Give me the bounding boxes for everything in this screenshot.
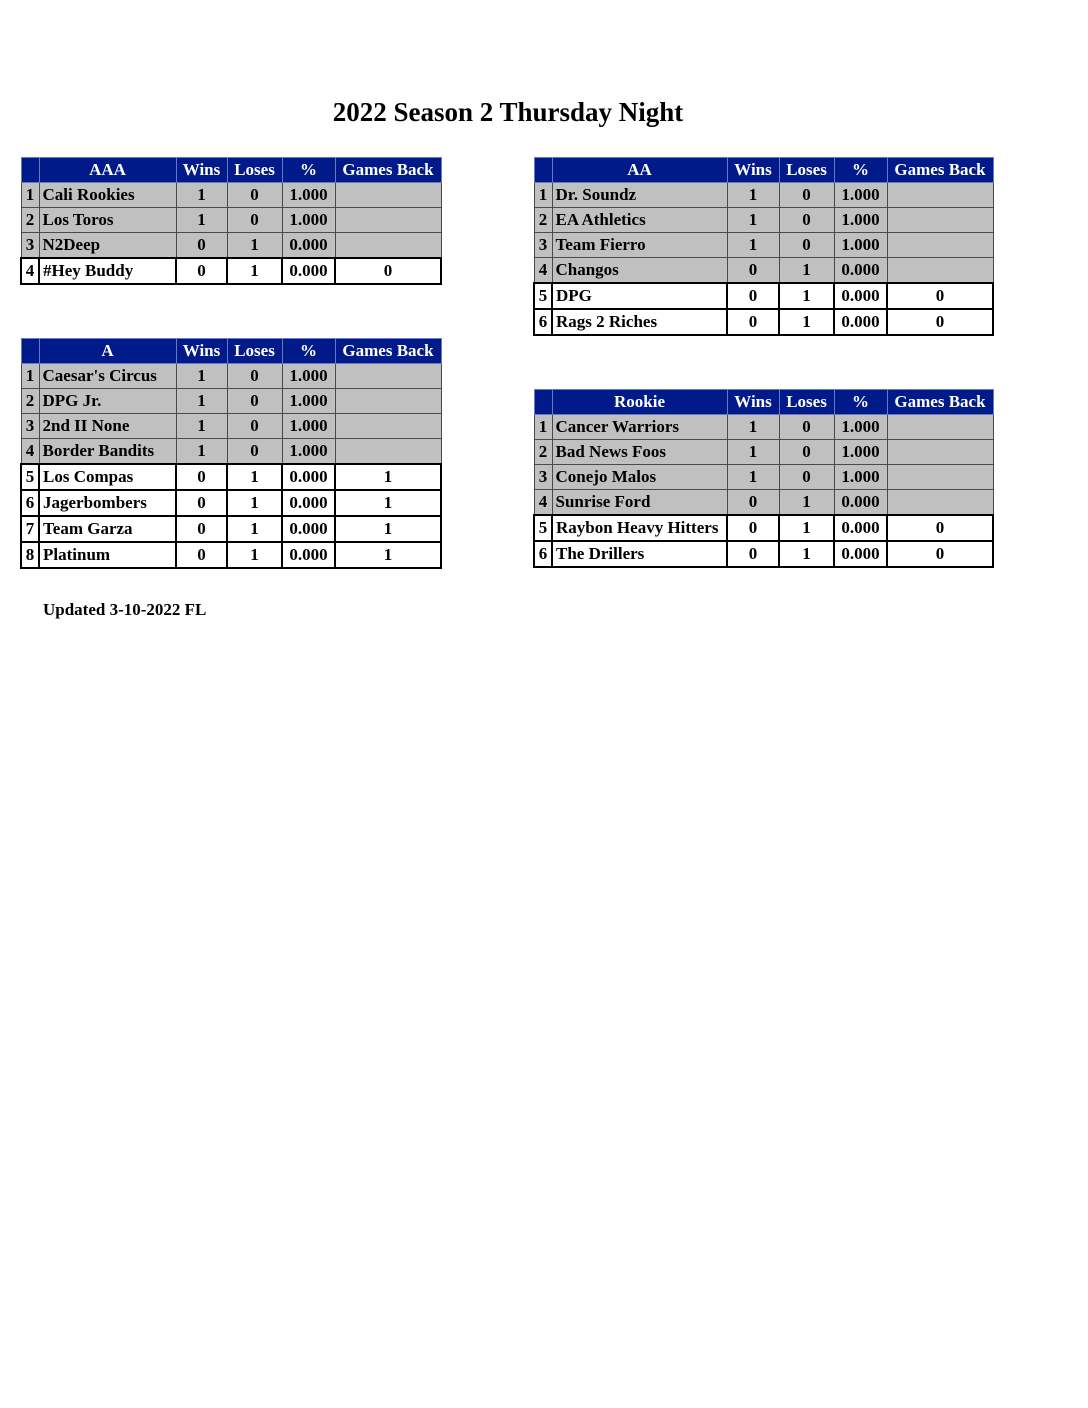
wins-cell: 1 [176,439,227,465]
team-name: Conejo Malos [552,465,727,490]
games-back-cell [335,389,441,414]
wins-cell: 1 [727,233,779,258]
wins-header: Wins [727,390,779,415]
division-header: AAA [39,158,176,183]
standings-row [534,490,993,516]
pct-cell: 0.000 [282,233,335,259]
team-name: Cancer Warriors [552,415,727,440]
wins-cell: 1 [727,415,779,440]
games-back-cell [335,439,441,465]
team-name: Sunrise Ford [552,490,727,516]
loses-cell: 1 [227,233,282,259]
games-back-cell: 0 [887,309,993,335]
team-name: Team Garza [39,516,176,542]
wins-cell: 0 [176,490,227,516]
rank-header [21,339,39,364]
aa-standings-table [533,157,994,336]
standings-row [534,183,993,208]
games-back-cell [887,490,993,516]
pct-cell: 1.000 [834,440,887,465]
standings-row [21,183,441,208]
wins-cell: 0 [176,258,227,284]
team-name: The Drillers [552,541,727,567]
rookie-standings-table [533,389,994,568]
wins-cell: 1 [727,208,779,233]
loses-cell: 1 [227,490,282,516]
loses-cell: 0 [779,233,834,258]
games-back-cell [335,364,441,389]
wins-header: Wins [727,158,779,183]
standings-row [534,440,993,465]
loses-cell: 1 [227,258,282,284]
games-back-header: Games Back [335,158,441,183]
loses-cell: 1 [227,542,282,568]
pct-cell: 0.000 [282,490,335,516]
rank-cell: 1 [534,415,552,440]
pct-cell: 1.000 [282,364,335,389]
standings-row [534,208,993,233]
rank-cell: 8 [21,542,39,568]
team-name: Los Compas [39,464,176,490]
loses-cell: 0 [779,415,834,440]
pct-cell: 0.000 [834,258,887,284]
a-standings-table [20,338,442,569]
rank-cell: 7 [21,516,39,542]
standings-row [534,465,993,490]
loses-cell: 0 [227,439,282,465]
standings-row [534,233,993,258]
rank-cell: 1 [534,183,552,208]
wins-cell: 1 [176,208,227,233]
wins-cell: 0 [727,283,779,309]
standings-row [534,415,993,440]
wins-header: Wins [176,339,227,364]
division-header: AA [552,158,727,183]
pct-cell: 0.000 [282,464,335,490]
header-row [21,158,441,183]
loses-cell: 1 [779,283,834,309]
rank-cell: 6 [534,309,552,335]
wins-cell: 0 [727,515,779,541]
games-back-cell: 0 [887,283,993,309]
team-name: Cali Rookies [39,183,176,208]
rank-cell: 5 [21,464,39,490]
games-back-cell: 1 [335,464,441,490]
pct-header: % [834,390,887,415]
standings-row [21,389,441,414]
pct-cell: 1.000 [282,208,335,233]
pct-cell: 1.000 [834,208,887,233]
pct-cell: 1.000 [834,465,887,490]
header-row [21,339,441,364]
loses-cell: 0 [227,364,282,389]
header-row [534,390,993,415]
games-back-header: Games Back [887,390,993,415]
loses-cell: 1 [779,490,834,516]
pct-cell: 1.000 [834,233,887,258]
loses-header: Loses [779,390,834,415]
games-back-header: Games Back [335,339,441,364]
pct-cell: 1.000 [282,183,335,208]
standings-row [21,439,441,465]
team-name: Rags 2 Riches [552,309,727,335]
rank-cell: 1 [21,364,39,389]
wins-cell: 0 [727,309,779,335]
page-title: 2022 Season 2 Thursday Night [332,97,684,127]
games-back-cell [887,258,993,284]
wins-cell: 0 [176,233,227,259]
standings-row [534,309,993,335]
team-name: Jagerbombers [39,490,176,516]
loses-cell: 1 [779,515,834,541]
pct-cell: 1.000 [282,439,335,465]
games-back-cell [335,208,441,233]
loses-header: Loses [227,339,282,364]
rank-cell: 3 [534,233,552,258]
games-back-cell [887,415,993,440]
games-back-cell: 1 [335,542,441,568]
wins-cell: 0 [727,541,779,567]
pct-cell: 1.000 [834,183,887,208]
standings-row [21,364,441,389]
team-name: Team Fierro [552,233,727,258]
aaa-standings-table [20,157,442,285]
wins-cell: 0 [727,490,779,516]
wins-cell: 1 [727,440,779,465]
updated-note: Updated 3-10-2022 FL [43,600,207,619]
rank-cell: 2 [534,208,552,233]
standings-row [534,541,993,567]
standings-row [21,490,441,516]
pct-cell: 0.000 [834,490,887,516]
wins-cell: 0 [176,464,227,490]
pct-cell: 1.000 [282,389,335,414]
loses-cell: 0 [779,208,834,233]
rank-cell: 5 [534,283,552,309]
rank-cell: 3 [534,465,552,490]
standings-row [21,516,441,542]
games-back-cell [335,414,441,439]
games-back-cell [887,233,993,258]
loses-cell: 1 [227,464,282,490]
rank-cell: 4 [534,258,552,284]
team-name: Changos [552,258,727,284]
team-name: DPG Jr. [39,389,176,414]
team-name: N2Deep [39,233,176,259]
team-name: Raybon Heavy Hitters [552,515,727,541]
wins-cell: 0 [727,258,779,284]
games-back-cell [335,233,441,259]
rank-cell: 5 [534,515,552,541]
loses-header: Loses [227,158,282,183]
pct-header: % [834,158,887,183]
header-row [534,158,993,183]
wins-cell: 1 [727,465,779,490]
wins-cell: 1 [176,389,227,414]
pct-header: % [282,339,335,364]
division-header: A [39,339,176,364]
wins-cell: 0 [176,516,227,542]
loses-cell: 0 [227,414,282,439]
team-name: Bad News Foos [552,440,727,465]
rank-header [534,390,552,415]
wins-cell: 1 [176,183,227,208]
standings-row [534,258,993,284]
loses-cell: 1 [227,516,282,542]
standings-row [21,542,441,568]
games-back-cell: 0 [335,258,441,284]
loses-cell: 0 [779,440,834,465]
rank-cell: 3 [21,414,39,439]
pct-cell: 0.000 [282,542,335,568]
rank-cell: 6 [534,541,552,567]
rank-header [534,158,552,183]
team-name: Los Toros [39,208,176,233]
pct-cell: 0.000 [834,541,887,567]
standings-row [534,515,993,541]
rank-cell: 3 [21,233,39,259]
rank-header [21,158,39,183]
rank-cell: 2 [21,208,39,233]
games-back-cell: 0 [887,541,993,567]
team-name: Platinum [39,542,176,568]
wins-cell: 1 [176,364,227,389]
loses-cell: 0 [227,183,282,208]
loses-cell: 0 [227,389,282,414]
rank-cell: 1 [21,183,39,208]
games-back-cell [887,440,993,465]
team-name: Caesar's Circus [39,364,176,389]
loses-cell: 0 [779,465,834,490]
wins-cell: 0 [176,542,227,568]
games-back-cell [335,183,441,208]
team-name: #Hey Buddy [39,258,176,284]
games-back-cell: 1 [335,490,441,516]
pct-header: % [282,158,335,183]
loses-cell: 0 [227,208,282,233]
loses-cell: 1 [779,541,834,567]
pct-cell: 1.000 [834,415,887,440]
loses-cell: 0 [779,183,834,208]
wins-cell: 1 [727,183,779,208]
team-name: Border Bandits [39,439,176,465]
standings-row [21,414,441,439]
loses-cell: 1 [779,309,834,335]
team-name: DPG [552,283,727,309]
team-name: 2nd II None [39,414,176,439]
pct-cell: 0.000 [282,258,335,284]
team-name: Dr. Soundz [552,183,727,208]
pct-cell: 0.000 [282,516,335,542]
division-header: Rookie [552,390,727,415]
games-back-cell [887,465,993,490]
team-name: EA Athletics [552,208,727,233]
games-back-cell: 1 [335,516,441,542]
loses-header: Loses [779,158,834,183]
games-back-cell [887,208,993,233]
standings-row [21,464,441,490]
rank-cell: 4 [534,490,552,516]
pct-cell: 1.000 [282,414,335,439]
standings-row [21,208,441,233]
rank-cell: 2 [534,440,552,465]
rank-cell: 4 [21,439,39,465]
rank-cell: 6 [21,490,39,516]
standings-row [21,258,441,284]
standings-row [21,233,441,259]
rank-cell: 4 [21,258,39,284]
games-back-cell: 0 [887,515,993,541]
loses-cell: 1 [779,258,834,284]
wins-cell: 1 [176,414,227,439]
rank-cell: 2 [21,389,39,414]
wins-header: Wins [176,158,227,183]
pct-cell: 0.000 [834,309,887,335]
pct-cell: 0.000 [834,283,887,309]
games-back-header: Games Back [887,158,993,183]
games-back-cell [887,183,993,208]
pct-cell: 0.000 [834,515,887,541]
standings-row [534,283,993,309]
